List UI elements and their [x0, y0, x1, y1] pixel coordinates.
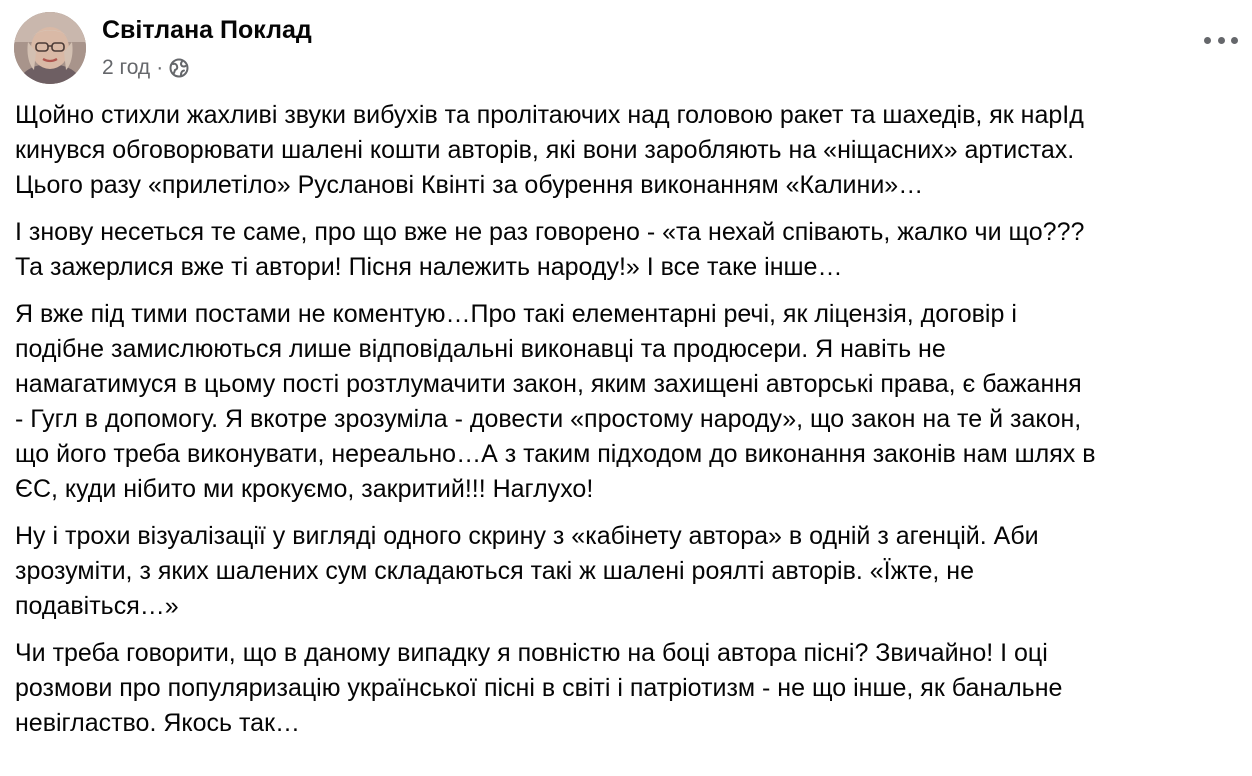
post-paragraph [15, 215, 1237, 285]
author-name[interactable]: Світлана Поклад [102, 16, 312, 44]
post-text-line: Ну і трохи візуалізації у вигляді одного скрину з «кабінету автора» в одній з агенцій. Аби [15, 522, 1039, 550]
post-text-line: ЄС, куди нібито ми крокуємо, закритий!!! Наглухо! [15, 475, 594, 503]
post-text-line: кинувся обговорювати шалені кошти авторів, які вони заробляють на «ніщасних» артистах. [15, 136, 1075, 164]
meta-separator: · [156, 56, 164, 79]
post-text-line: що його треба виконувати, нереально…А з таким підходом до виконання законів нам шлях в [15, 440, 1096, 468]
globe-icon[interactable] [169, 58, 189, 78]
post-timestamp[interactable]: 2 год [102, 56, 151, 79]
more-dot [1231, 37, 1238, 44]
post-text-line: Я вже під тими постами не коментую…Про такі елементарні речі, як ліцензія, договір і [15, 300, 1017, 328]
post-text-line: І знову несеться те саме, про що вже не раз говорено - «та нехай співають, жалко чи що??? [15, 218, 1085, 246]
post-paragraph [15, 297, 1237, 507]
post-text-line: намагатимуся в цьому пості розтлумачити закон, яким захищені авторські права, є бажання [15, 370, 1082, 398]
post-paragraph [15, 98, 1237, 203]
post-text-line: Чи треба говорити, що в даному випадку я повністю на боці автора пісні? Звичайно! І оці [15, 639, 1048, 667]
post-paragraph [15, 636, 1237, 741]
post-text-line: розмови про популяризацію української пісні в світі і патріотизм - не що інше, як банальне [15, 674, 1063, 702]
post-text-line: подібне замислюються лише відповідальні виконавці та продюсери. Я навіть не [15, 335, 946, 363]
post-text-line: Та зажерлися вже ті автори! Пісня належить народу!» І все таке інше… [15, 253, 843, 281]
post-text-line: зрозуміти, з яких шалених сум складаються такі ж шалені роялті авторів. «Їжте, не [15, 557, 975, 585]
post-text-line: Щойно стихли жахливі звуки вибухів та пролітаючих над головою ракет та шахедів, як нарІд [15, 101, 1084, 129]
more-dot [1204, 37, 1211, 44]
post-text-line: - Гугл в допомогу. Я вкотре зрозуміла - довести «простому народу», що закон на те й закон, [15, 405, 1082, 433]
post-text-line: Цього разу «прилетіло» Русланові Квінті за обурення виконанням «Калини»… [15, 171, 924, 199]
post-paragraph [15, 519, 1237, 624]
avatar-image [14, 12, 86, 84]
post-meta [102, 56, 189, 80]
author-avatar[interactable] [14, 12, 86, 84]
more-dot [1218, 37, 1225, 44]
post-text [15, 98, 1237, 753]
post-text-line: подавіться…» [15, 592, 179, 620]
post-text-line: невігластво. Якось так… [15, 709, 301, 737]
more-options-icon[interactable] [1204, 30, 1238, 50]
post-header [14, 12, 1238, 86]
